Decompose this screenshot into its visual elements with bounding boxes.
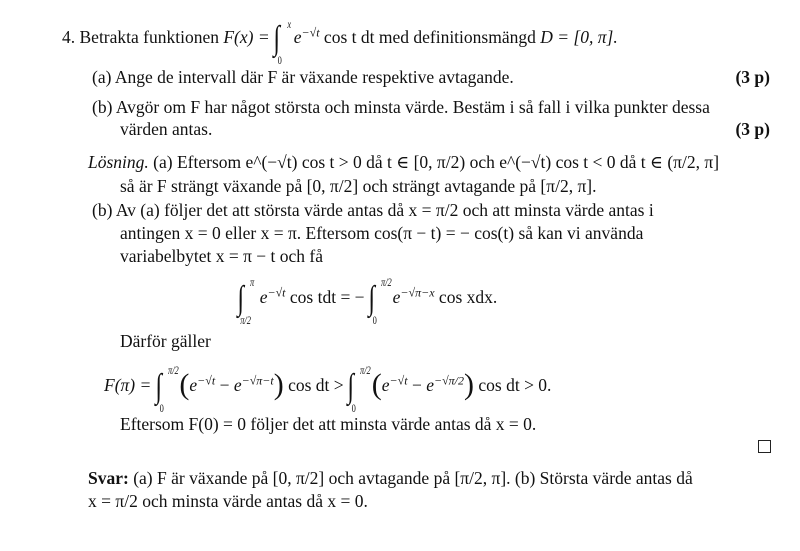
integrand-rest: cos t dt bbox=[323, 27, 375, 48]
therefore-text: Därför gäller bbox=[120, 331, 211, 351]
eq2-lower-left: 0 bbox=[159, 400, 164, 415]
integral-sign: ∫ x 0 bbox=[273, 17, 292, 67]
equation-substitution: ∫ π π/2 $e^{-√t}$ cos tdt = − ∫ π/2 0 $e^{-√\pi-x}$ cos xdx. bbox=[237, 274, 498, 327]
part-a-label: (a) bbox=[92, 67, 112, 87]
qed-box bbox=[758, 440, 771, 453]
integral-sign-eq2-left: ∫ π/2 0 bbox=[155, 362, 179, 415]
integrand-base: e bbox=[293, 27, 302, 48]
part-b-text-line1: Avgör om F har något största och minsta värde. Bestäm i så fall i vilka punkter dessa bbox=[115, 97, 710, 117]
conclusion-text: Eftersom F(0) = 0 följer det att minsta värde antas då x = 0. bbox=[120, 414, 537, 434]
integral-sign-right: ∫ π/2 0 bbox=[368, 274, 392, 327]
eq2-upper-left: π/2 bbox=[167, 362, 179, 377]
eq2-mid: cos dt > bbox=[288, 375, 344, 395]
eq2-upper-right: π/2 bbox=[360, 362, 371, 377]
problem-number: 4. bbox=[62, 27, 76, 48]
solution-b-label: (b) bbox=[92, 200, 113, 220]
part-b-points: (3 p) bbox=[735, 119, 770, 139]
domain-text: med definitionsmängd bbox=[378, 27, 536, 48]
problem-intro: Betrakta funktionen bbox=[79, 27, 219, 48]
function-lhs: F(x) = bbox=[223, 27, 270, 48]
part-a bbox=[92, 66, 514, 88]
eq2-lhs: F(π) = bbox=[104, 375, 152, 395]
problem-statement bbox=[62, 17, 618, 67]
eq1-upper-left: π bbox=[249, 274, 255, 289]
solution-b-line2: antingen x = 0 eller x = π. Eftersom cos(π − t) = − cos(t) så kan vi använda bbox=[120, 223, 644, 243]
solution-b-line1: Av (a) följer det att största värde antas då x = π/2 och att minsta värde antas i bbox=[115, 200, 654, 220]
domain-expr: D = [0, π]. bbox=[540, 27, 618, 48]
integral-sign-left: ∫ π π/2 bbox=[237, 274, 255, 327]
eq1-right-body: cos xdx. bbox=[438, 287, 498, 307]
part-b-label: (b) bbox=[92, 97, 113, 117]
part-a-points: (3 p) bbox=[735, 67, 770, 87]
answer-label: Svar: bbox=[88, 468, 129, 488]
integral-lower-limit: 0 bbox=[277, 53, 282, 67]
solution-a-line1: Eftersom e^(−√t) cos t > 0 då t ∈ [0, π/2) och e^(−√t) cos t < 0 då t ∈ (π/2, π] bbox=[176, 152, 720, 172]
integral-upper-limit: x bbox=[287, 17, 292, 31]
answer-line1: (a) F är växande på [0, π/2] och avtagande på [π/2, π]. (b) Största värde antas då bbox=[133, 468, 693, 488]
solution-a-line2: så är F strängt växande på [0, π/2] och strängt avtagande på [π/2, π]. bbox=[120, 176, 597, 196]
eq2-end: cos dt > 0. bbox=[478, 375, 552, 395]
solution-a-label: (a) bbox=[153, 152, 173, 172]
part-b bbox=[92, 96, 710, 118]
solution-a bbox=[88, 151, 719, 173]
part-a-text: Ange de intervall där F är växande respektive avtagande. bbox=[114, 67, 514, 87]
part-b-cont: värden antas. bbox=[120, 119, 213, 139]
equation-inequality: F(π) = ∫ π/2 0 $(e^{-√t} - e^{-√\pi-t})$ cos dt > ∫ π/2 0 $(e^{-√t} - e^{-√\pi/2})$ cos dt > 0. bbox=[104, 362, 552, 415]
eq2-lower-right: 0 bbox=[351, 400, 356, 415]
solution-b-line3: variabelbytet x = π − t och få bbox=[120, 246, 324, 266]
eq1-lower-left: π/2 bbox=[240, 312, 251, 327]
eq1-left-body: cos tdt = − bbox=[289, 287, 365, 307]
solution-heading: Lösning. bbox=[88, 152, 149, 172]
integrand-exponent: −√t bbox=[301, 25, 320, 40]
eq1-upper-right: π/2 bbox=[380, 274, 392, 289]
eq1-lower-right: 0 bbox=[372, 312, 377, 327]
answer bbox=[88, 467, 693, 489]
solution-b bbox=[92, 199, 654, 221]
integral-sign-eq2-right: ∫ π/2 0 bbox=[347, 362, 371, 415]
answer-line2: x = π/2 och minsta värde antas då x = 0. bbox=[88, 491, 368, 511]
